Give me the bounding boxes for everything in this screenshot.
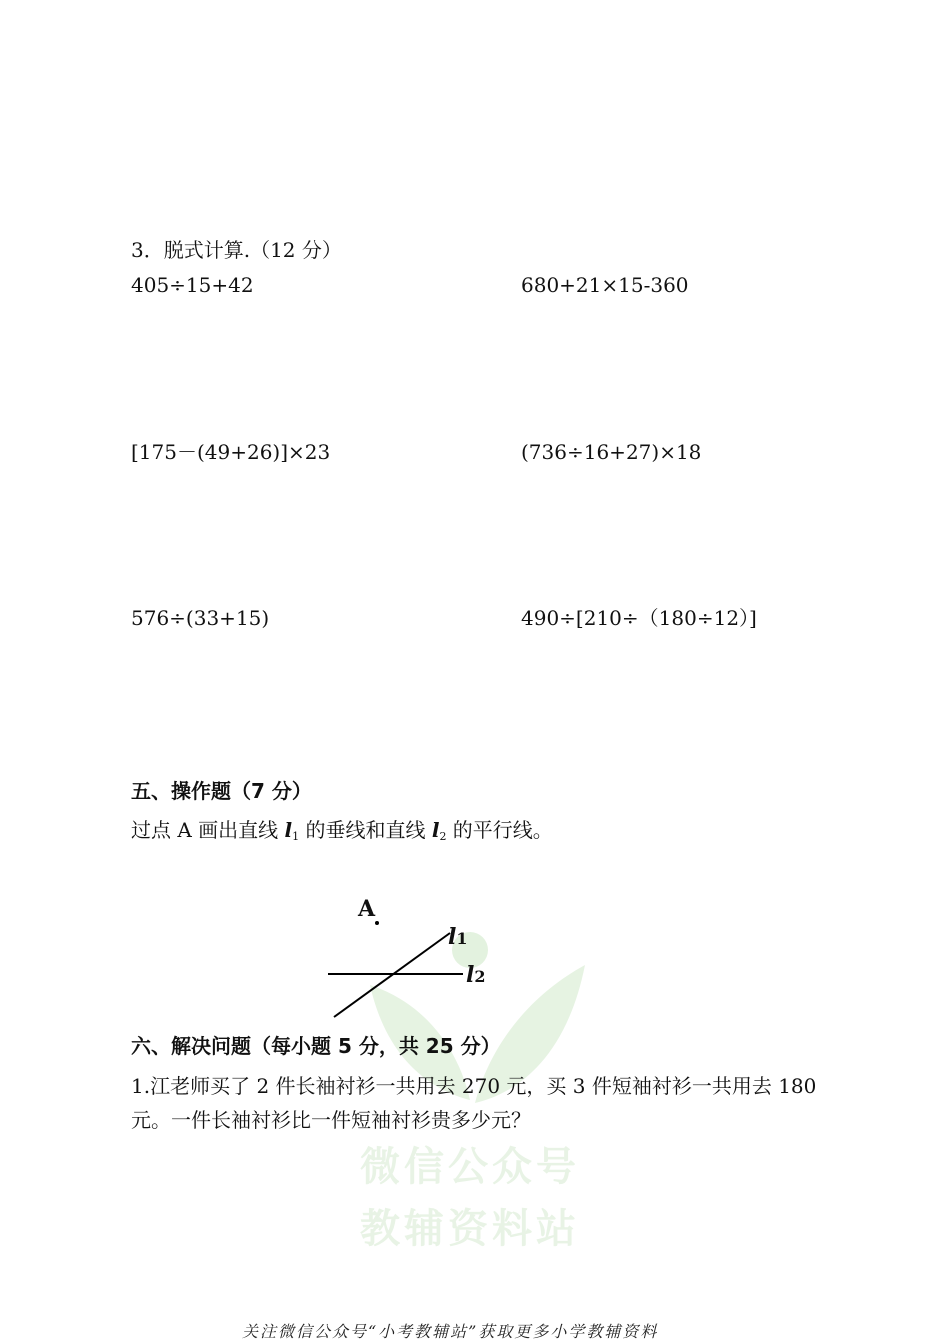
line1-subscript: 1: [292, 830, 300, 843]
watermark-text-1: 微信公众号: [360, 1144, 580, 1190]
watermark-text-2: 教辅资料站: [360, 1206, 580, 1252]
section5-heading: 五、操作题（7 分）: [131, 779, 312, 803]
geometry-figure: [320, 890, 500, 1025]
point-a-label: A: [358, 896, 376, 922]
footer-text: 关注微信公众号“小考教辅站”获取更多小学教辅资料: [242, 1322, 659, 1341]
expression-1: 405÷15+42: [131, 273, 254, 297]
instruction-text-2: 的垂线和直线: [299, 818, 432, 842]
line1-label-letter: l: [448, 924, 457, 950]
question-1: 1.江老师买了 2 件长袖衬衫一共用去 270 元，买 3 件短袖衬衫一共用去 180 元。一件长袖衬衫比一件短袖衬衫贵多少元？: [131, 1074, 817, 1132]
expression-6: 490÷[210÷（180÷12）]: [521, 606, 757, 630]
geometry-lines: [320, 890, 500, 1025]
expression-3: [175－(49+26)]×23: [131, 440, 331, 464]
point-a: [375, 921, 379, 925]
line2-symbol: l: [431, 818, 440, 842]
expression-5: 576÷(33+15): [131, 606, 270, 630]
line1-label-sub: 1: [456, 929, 468, 948]
line2-label-letter: l: [466, 962, 475, 988]
line2-subscript: 2: [439, 830, 447, 843]
line1-symbol: l: [284, 818, 293, 842]
line1-label: [448, 924, 468, 950]
instruction-text-1: 过点 A 画出直线: [131, 818, 285, 842]
line2-label: [466, 962, 486, 988]
section5-instruction: [131, 818, 553, 849]
expression-4: (736÷16+27)×18: [521, 440, 702, 464]
expression-2: 680+21×15-360: [521, 273, 689, 297]
section6-heading: 六、解决问题（每小题 5 分，共 25 分）: [131, 1034, 501, 1058]
line2-label-sub: 2: [474, 967, 486, 986]
instruction-text-3: 的平行线。: [446, 818, 553, 842]
section3-title: 3．脱式计算.（12 分）: [131, 238, 342, 262]
